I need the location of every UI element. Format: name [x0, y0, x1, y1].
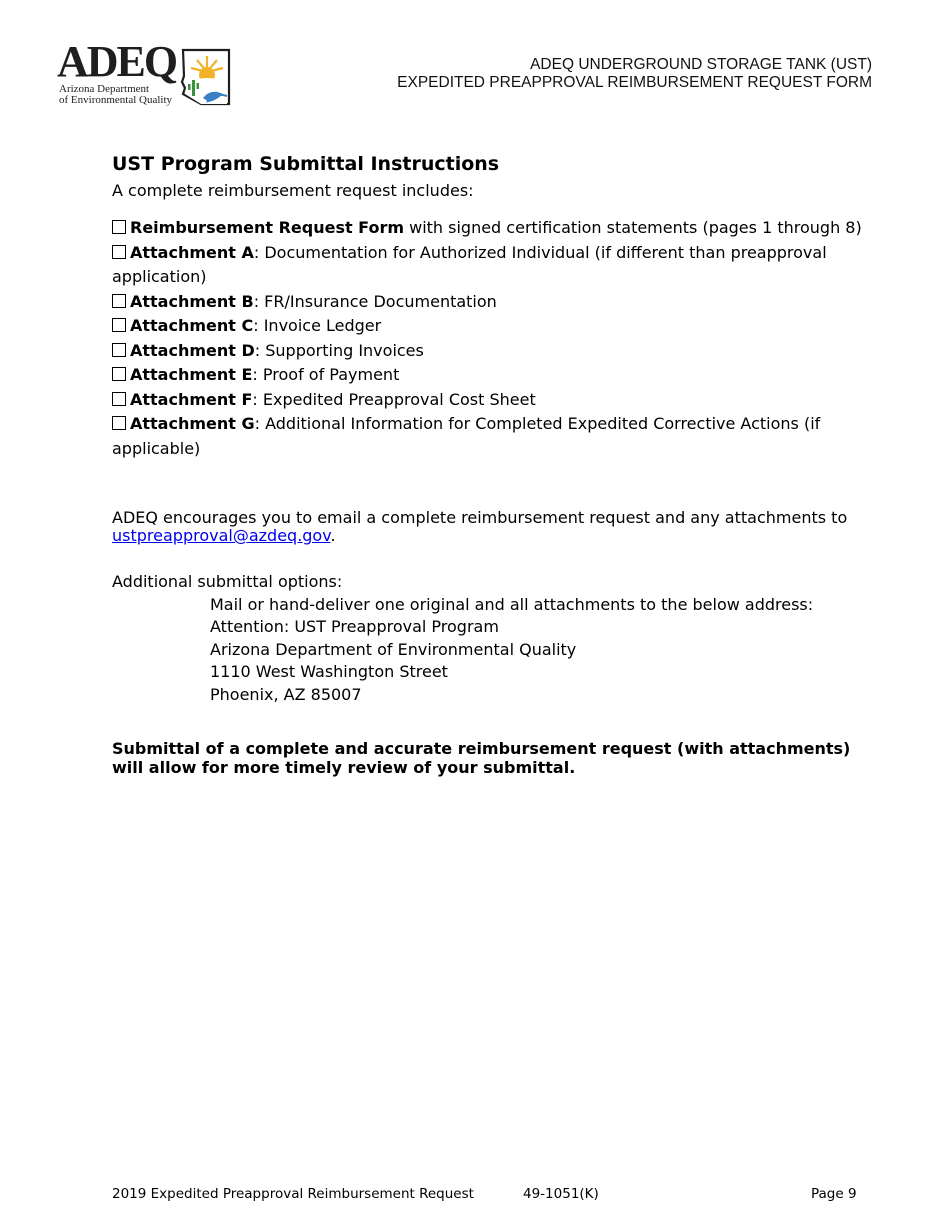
checklist-item-title: Attachment B	[130, 291, 254, 311]
checklist-item-text: : Expedited Preapproval Cost Sheet	[252, 389, 536, 409]
checklist-item-text: with signed certification statements (pages 1 through 8)	[404, 218, 862, 237]
logo-subtitle-line1: Arizona Department	[59, 83, 150, 95]
email-suffix: .	[330, 526, 336, 545]
checkbox[interactable]	[112, 294, 126, 308]
header-line2: EXPEDITED PREAPPROVAL REIMBURSEMENT REQUEST FORM	[397, 74, 872, 91]
checklist-item-attachment-d	[112, 339, 892, 364]
header-line1: ADEQ UNDERGROUND STORAGE TANK (UST)	[530, 56, 872, 73]
submittal-note: Submittal of a complete and accurate reimbursement request (with attachments) will allow for more timely review of your submittal.	[112, 739, 851, 777]
checkbox[interactable]	[112, 392, 126, 406]
checklist-item-reimbursement-form	[112, 216, 892, 241]
checklist-item-title: Attachment E	[130, 365, 253, 384]
section-title: UST Program Submittal Instructions	[112, 153, 500, 175]
checklist-item-title: Attachment C	[130, 316, 254, 335]
address-line: Phoenix, AZ 85007	[210, 684, 362, 704]
checklist-item-title: Attachment F	[130, 389, 253, 409]
checkbox[interactable]	[112, 245, 126, 259]
checkbox[interactable]	[112, 367, 126, 381]
logo-wordmark: ADEQ	[57, 37, 177, 86]
logo-subtitle-line2: of Environmental Quality	[59, 94, 173, 106]
checkbox[interactable]	[112, 318, 126, 332]
checklist-item-title: Reimbursement Request Form	[130, 218, 405, 237]
mailing-instruction: Mail or hand-deliver one original and all attachments to the below address:	[210, 594, 814, 614]
mailing-address-block	[210, 594, 892, 707]
arizona-state-icon	[179, 48, 231, 106]
footer-form-number: 49-1051(K)	[523, 1186, 599, 1202]
checklist-item-attachment-b	[112, 290, 892, 315]
checkbox[interactable]	[112, 343, 126, 357]
checklist-item-attachment-c	[112, 314, 892, 339]
checklist-item-text: : Additional Information for Completed Expedited Corrective Actions (if applicable)	[112, 414, 821, 458]
checklist-item-title: Attachment A	[130, 242, 254, 262]
email-text: ADEQ encourages you to email a complete reimbursement request and any attachments to	[112, 508, 848, 527]
checklist-item-attachment-e	[112, 363, 892, 388]
checklist-item-title: Attachment D	[130, 340, 255, 360]
checkbox[interactable]	[112, 416, 126, 430]
checklist-item-title: Attachment G	[130, 414, 255, 433]
checklist-item-attachment-g	[112, 412, 892, 461]
additional-heading: Additional submittal options:	[112, 572, 343, 591]
section-intro: A complete reimbursement request includes:	[112, 181, 474, 200]
footer-page-number: Page 9	[811, 1186, 857, 1202]
address-line: 1110 West Washington Street	[210, 662, 448, 681]
main-content	[112, 150, 892, 777]
checklist-item-attachment-a	[112, 241, 892, 290]
email-paragraph	[112, 509, 892, 545]
checklist-item-text: : Proof of Payment	[252, 365, 400, 384]
checkbox[interactable]	[112, 220, 126, 234]
additional-options	[112, 571, 892, 706]
checklist-item-text: : Supporting Invoices	[254, 340, 424, 360]
address-line: Arizona Department of Environmental Quality	[210, 639, 577, 659]
checklist-item-text: : FR/Insurance Documentation	[253, 291, 497, 311]
document-header	[397, 56, 872, 92]
email-link[interactable]: ustpreapproval@azdeq.gov	[112, 526, 331, 545]
footer-form-title: 2019 Expedited Preapproval Reimbursement Request	[112, 1186, 474, 1202]
address-line: Attention: UST Preapproval Program	[210, 617, 499, 636]
submittal-checklist	[112, 216, 892, 461]
checklist-item-text: : Documentation for Authorized Individual (if different than preapproval application)	[112, 242, 827, 286]
checklist-item-attachment-f	[112, 388, 892, 413]
adeq-logo	[57, 37, 232, 108]
checklist-item-text: : Invoice Ledger	[253, 316, 382, 335]
